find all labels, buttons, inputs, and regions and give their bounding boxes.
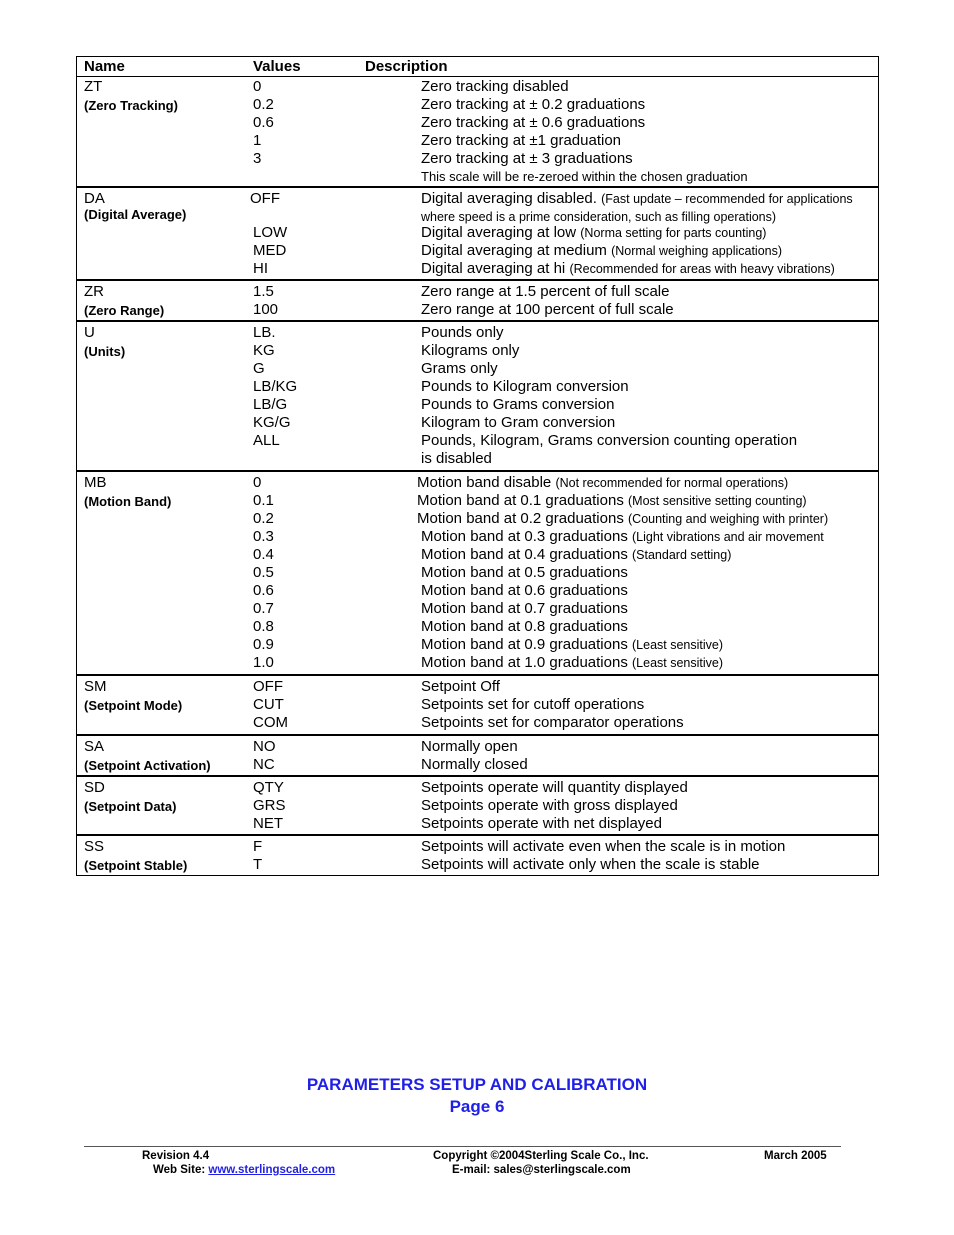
parameter-value: KG [253,342,275,359]
description-main: Motion band at 0.3 graduations [421,528,628,545]
description-main: Zero range at 1.5 percent of full scale [421,283,670,300]
page-footer-title [0,1074,954,1118]
table-row [77,738,878,756]
table-row [77,510,878,528]
parameter-value: MED [253,242,287,259]
table-row [77,838,878,856]
parameter-description [421,432,797,450]
parameter-description [421,132,621,150]
parameter-description [421,450,492,468]
parameter-description [421,838,785,856]
table-header [77,57,878,77]
description-main: Zero tracking at ± 0.2 graduations [421,96,646,113]
parameter-name: (Zero Tracking) [84,98,178,113]
parameter-description [421,190,853,208]
description-main: Kilograms only [421,342,520,359]
parameter-description [421,78,569,96]
email-text: E-mail: sales@sterlingscale.com [452,1164,631,1176]
parameter-group [77,188,878,281]
parameter-description [421,797,678,815]
table-row [77,324,878,342]
description-main: Motion band at 0.4 graduations [421,546,628,563]
parameter-description [421,678,500,696]
page-number: Page 6 [449,1097,505,1116]
description-main: Setpoints operate with net displayed [421,815,662,832]
table-row [77,564,878,582]
table-row [77,528,878,546]
parameter-table [76,56,879,876]
parameter-value: NET [253,815,283,832]
description-main: Motion band at 0.5 graduations [421,564,628,581]
description-main: Zero tracking disabled [421,78,569,95]
table-row [77,224,878,242]
parameter-description [421,378,629,396]
parameter-description [421,96,645,114]
description-main: Motion band at 0.2 graduations [417,510,624,527]
parameter-code: DA [84,190,105,207]
parameter-value: LOW [253,224,288,241]
parameter-description [421,324,504,342]
parameter-value: LB/KG [253,378,298,395]
parameter-groups [77,77,878,875]
parameter-description [421,779,688,797]
table-row [77,714,878,732]
parameter-value: 0.2 [253,96,274,113]
parameter-description [421,260,835,278]
table-row [77,618,878,636]
parameter-name: (Zero Range) [84,303,165,318]
parameter-value: LB/G [253,396,288,413]
table-row [77,654,878,672]
parameter-value: 0 [253,474,262,491]
parameter-name: (Digital Average) [84,207,187,222]
table-row [77,636,878,654]
description-detail: where speed is a prime consideration, such as filling operations) [421,210,777,224]
parameter-value: NO [253,738,276,755]
table-row [77,242,878,260]
description-detail: (Least sensitive) [632,656,724,670]
parameter-group [77,77,878,188]
description-main: Motion band at 0.7 graduations [421,600,628,617]
description-main: Digital averaging at low [421,224,577,241]
parameter-value: QTY [253,779,284,796]
parameter-value: 0.6 [253,114,274,131]
parameter-description [421,414,615,432]
parameter-description [421,546,731,564]
parameter-name: (Setpoint Activation) [84,758,211,773]
parameter-value: 0.2 [253,510,274,527]
description-detail: (Standard setting) [632,548,732,562]
description-detail: (Normal weighing applications) [611,244,783,258]
description-detail: (Recommended for areas with heavy vibrations) [569,262,835,276]
parameter-description [421,600,628,618]
parameter-code: SM [84,678,107,695]
table-row [77,283,878,301]
description-detail: (Norma setting for parts counting) [580,226,767,240]
description-main: Pounds only [421,324,504,341]
table-row [77,815,878,833]
table-row [77,779,878,797]
table-row [77,342,878,360]
parameter-description [421,342,519,360]
parameter-description [421,224,766,242]
parameter-description [421,618,628,636]
parameter-value: ALL [253,432,280,449]
table-row [77,301,878,319]
description-main: Zero tracking at ±1 graduation [421,132,622,149]
parameter-description [421,360,498,378]
description-main: Setpoints operate with gross displayed [421,797,678,814]
parameter-description [421,636,723,654]
description-main: Motion band at 0.9 graduations [421,636,628,653]
parameter-description [421,564,628,582]
table-row [77,378,878,396]
table-row [77,546,878,564]
table-row [77,132,878,150]
table-row [77,114,878,132]
table-row [77,260,878,278]
revision-text: Revision 4.4 [142,1150,210,1162]
description-main: Setpoints operate will quantity displayed [421,779,688,796]
parameter-value: 0.6 [253,582,274,599]
header-description: Description [365,58,448,75]
parameter-description [421,150,633,168]
footer-divider [84,1146,841,1147]
table-row [77,96,878,114]
parameter-description [421,528,824,546]
parameter-value: T [253,856,263,873]
parameter-value: 0.5 [253,564,274,581]
parameter-description [421,714,684,732]
parameter-description [421,756,528,774]
description-main: Setpoints set for comparator operations [421,714,684,731]
table-row [77,582,878,600]
description-main: Pounds to Kilogram conversion [421,378,629,395]
description-detail: (Counting and weighing with printer) [628,512,829,526]
table-row [77,450,878,468]
parameter-group [77,836,878,875]
parameter-value: 1 [253,132,262,149]
header-name: Name [84,58,125,75]
parameter-description [417,510,828,528]
description-main: is disabled [421,450,492,467]
parameter-value: F [253,838,263,855]
table-row [77,696,878,714]
description-detail: (Light vibrations and air movement [632,530,824,544]
description-main: Setpoints set for cutoff operations [421,696,645,713]
table-row [77,414,878,432]
description-main: Motion band at 1.0 graduations [421,654,628,671]
description-main: Motion band at 0.6 graduations [421,582,628,599]
description-main: Kilogram to Gram conversion [421,414,616,431]
table-row [77,474,878,492]
description-main: Motion band at 0.1 graduations [417,492,624,509]
parameter-code: SD [84,779,105,796]
parameter-code: SS [84,838,105,855]
parameter-value: OFF [253,678,283,695]
description-main: Setpoint Off [421,678,500,695]
section-title: PARAMETERS SETUP AND CALIBRATION [306,1075,648,1094]
parameter-value: G [253,360,265,377]
table-row [77,150,878,168]
parameter-description [421,396,614,414]
parameter-description [421,582,628,600]
parameter-value: 0.7 [253,600,274,617]
table-row [77,360,878,378]
description-main: Normally closed [421,756,528,773]
description-main: Grams only [421,360,498,377]
description-main: Normally open [421,738,518,755]
parameter-description [417,474,788,492]
parameter-name: (Units) [84,344,126,359]
parameter-description [421,856,760,874]
parameter-value: CUT [253,696,284,713]
table-row [77,190,878,208]
table-row [77,432,878,450]
parameter-code: U [84,324,95,341]
parameter-group [77,736,878,777]
parameter-group [77,472,878,676]
description-main: Motion band at 0.8 graduations [421,618,628,635]
parameter-value: NC [253,756,275,773]
description-main: Motion band disable [417,474,552,491]
parameter-note: This scale will be re-zeroed within the chosen graduation [421,169,748,184]
table-row-note [77,168,878,185]
table-row [77,678,878,696]
parameter-code: SA [84,738,105,755]
parameter-value: OFF [250,190,280,207]
table-row [77,756,878,774]
description-main: Digital averaging at hi [421,260,566,277]
parameter-value: 100 [253,301,279,318]
parameter-value: 0.9 [253,636,274,653]
parameter-description [421,242,782,260]
parameter-description [421,283,669,301]
description-main: Digital averaging disabled. [421,190,597,207]
website-label: Web Site: [153,1164,206,1176]
table-row [77,208,878,224]
description-detail: (Least sensitive) [632,638,724,652]
parameter-value: 0.1 [253,492,274,509]
parameter-name: (Motion Band) [84,494,172,509]
parameter-group [77,322,878,472]
description-detail: (Not recommended for normal operations) [555,476,789,490]
description-main: Setpoints will activate even when the scale is in motion [421,838,786,855]
parameter-group [77,676,878,736]
website-link[interactable]: www.sterlingscale.com [208,1164,336,1176]
table-row [77,600,878,618]
description-main: Zero range at 100 percent of full scale [421,301,674,318]
parameter-description [421,114,645,132]
website-line [153,1164,335,1176]
table-row [77,856,878,874]
parameter-description [421,815,662,833]
parameter-group [77,281,878,322]
parameter-value: 0.3 [253,528,274,545]
parameter-description [421,301,674,319]
description-main: Zero tracking at ± 3 graduations [421,150,633,167]
description-main: Setpoints will activate only when the scale is stable [421,856,760,873]
table-row [77,396,878,414]
parameter-value: 1.0 [253,654,274,671]
parameter-code: ZT [84,78,103,95]
parameter-name: (Setpoint Mode) [84,698,183,713]
parameter-value: 0 [253,78,262,95]
parameter-code: ZR [84,283,104,300]
parameter-value: 3 [253,150,262,167]
table-row [77,78,878,96]
date-text: March 2005 [764,1150,827,1162]
copyright-text: Copyright ©2004Sterling Scale Co., Inc. [433,1150,649,1162]
parameter-value: COM [253,714,288,731]
description-main: Pounds to Grams conversion [421,396,615,413]
parameter-value: LB. [253,324,276,341]
parameter-value: 0.4 [253,546,274,563]
description-main: Zero tracking at ± 0.6 graduations [421,114,646,131]
parameter-description [417,492,807,510]
parameter-description [421,696,644,714]
parameter-group [77,777,878,836]
table-row [77,492,878,510]
parameter-value: 1.5 [253,283,274,300]
description-main: Digital averaging at medium [421,242,607,259]
parameter-name: (Setpoint Data) [84,799,177,814]
parameter-value: KG/G [253,414,291,431]
parameter-name: (Setpoint Stable) [84,858,188,873]
parameter-code: MB [84,474,107,491]
parameter-description [421,654,723,672]
header-values: Values [253,58,301,75]
parameter-value: 0.8 [253,618,274,635]
description-detail: (Most sensitive setting counting) [628,494,807,508]
parameter-value: GRS [253,797,286,814]
description-detail: (Fast update – recommended for applications [601,192,853,206]
parameter-description [421,738,518,756]
parameter-value: HI [253,260,268,277]
description-main: Pounds, Kilogram, Grams conversion counting operation [421,432,798,449]
table-row [77,797,878,815]
